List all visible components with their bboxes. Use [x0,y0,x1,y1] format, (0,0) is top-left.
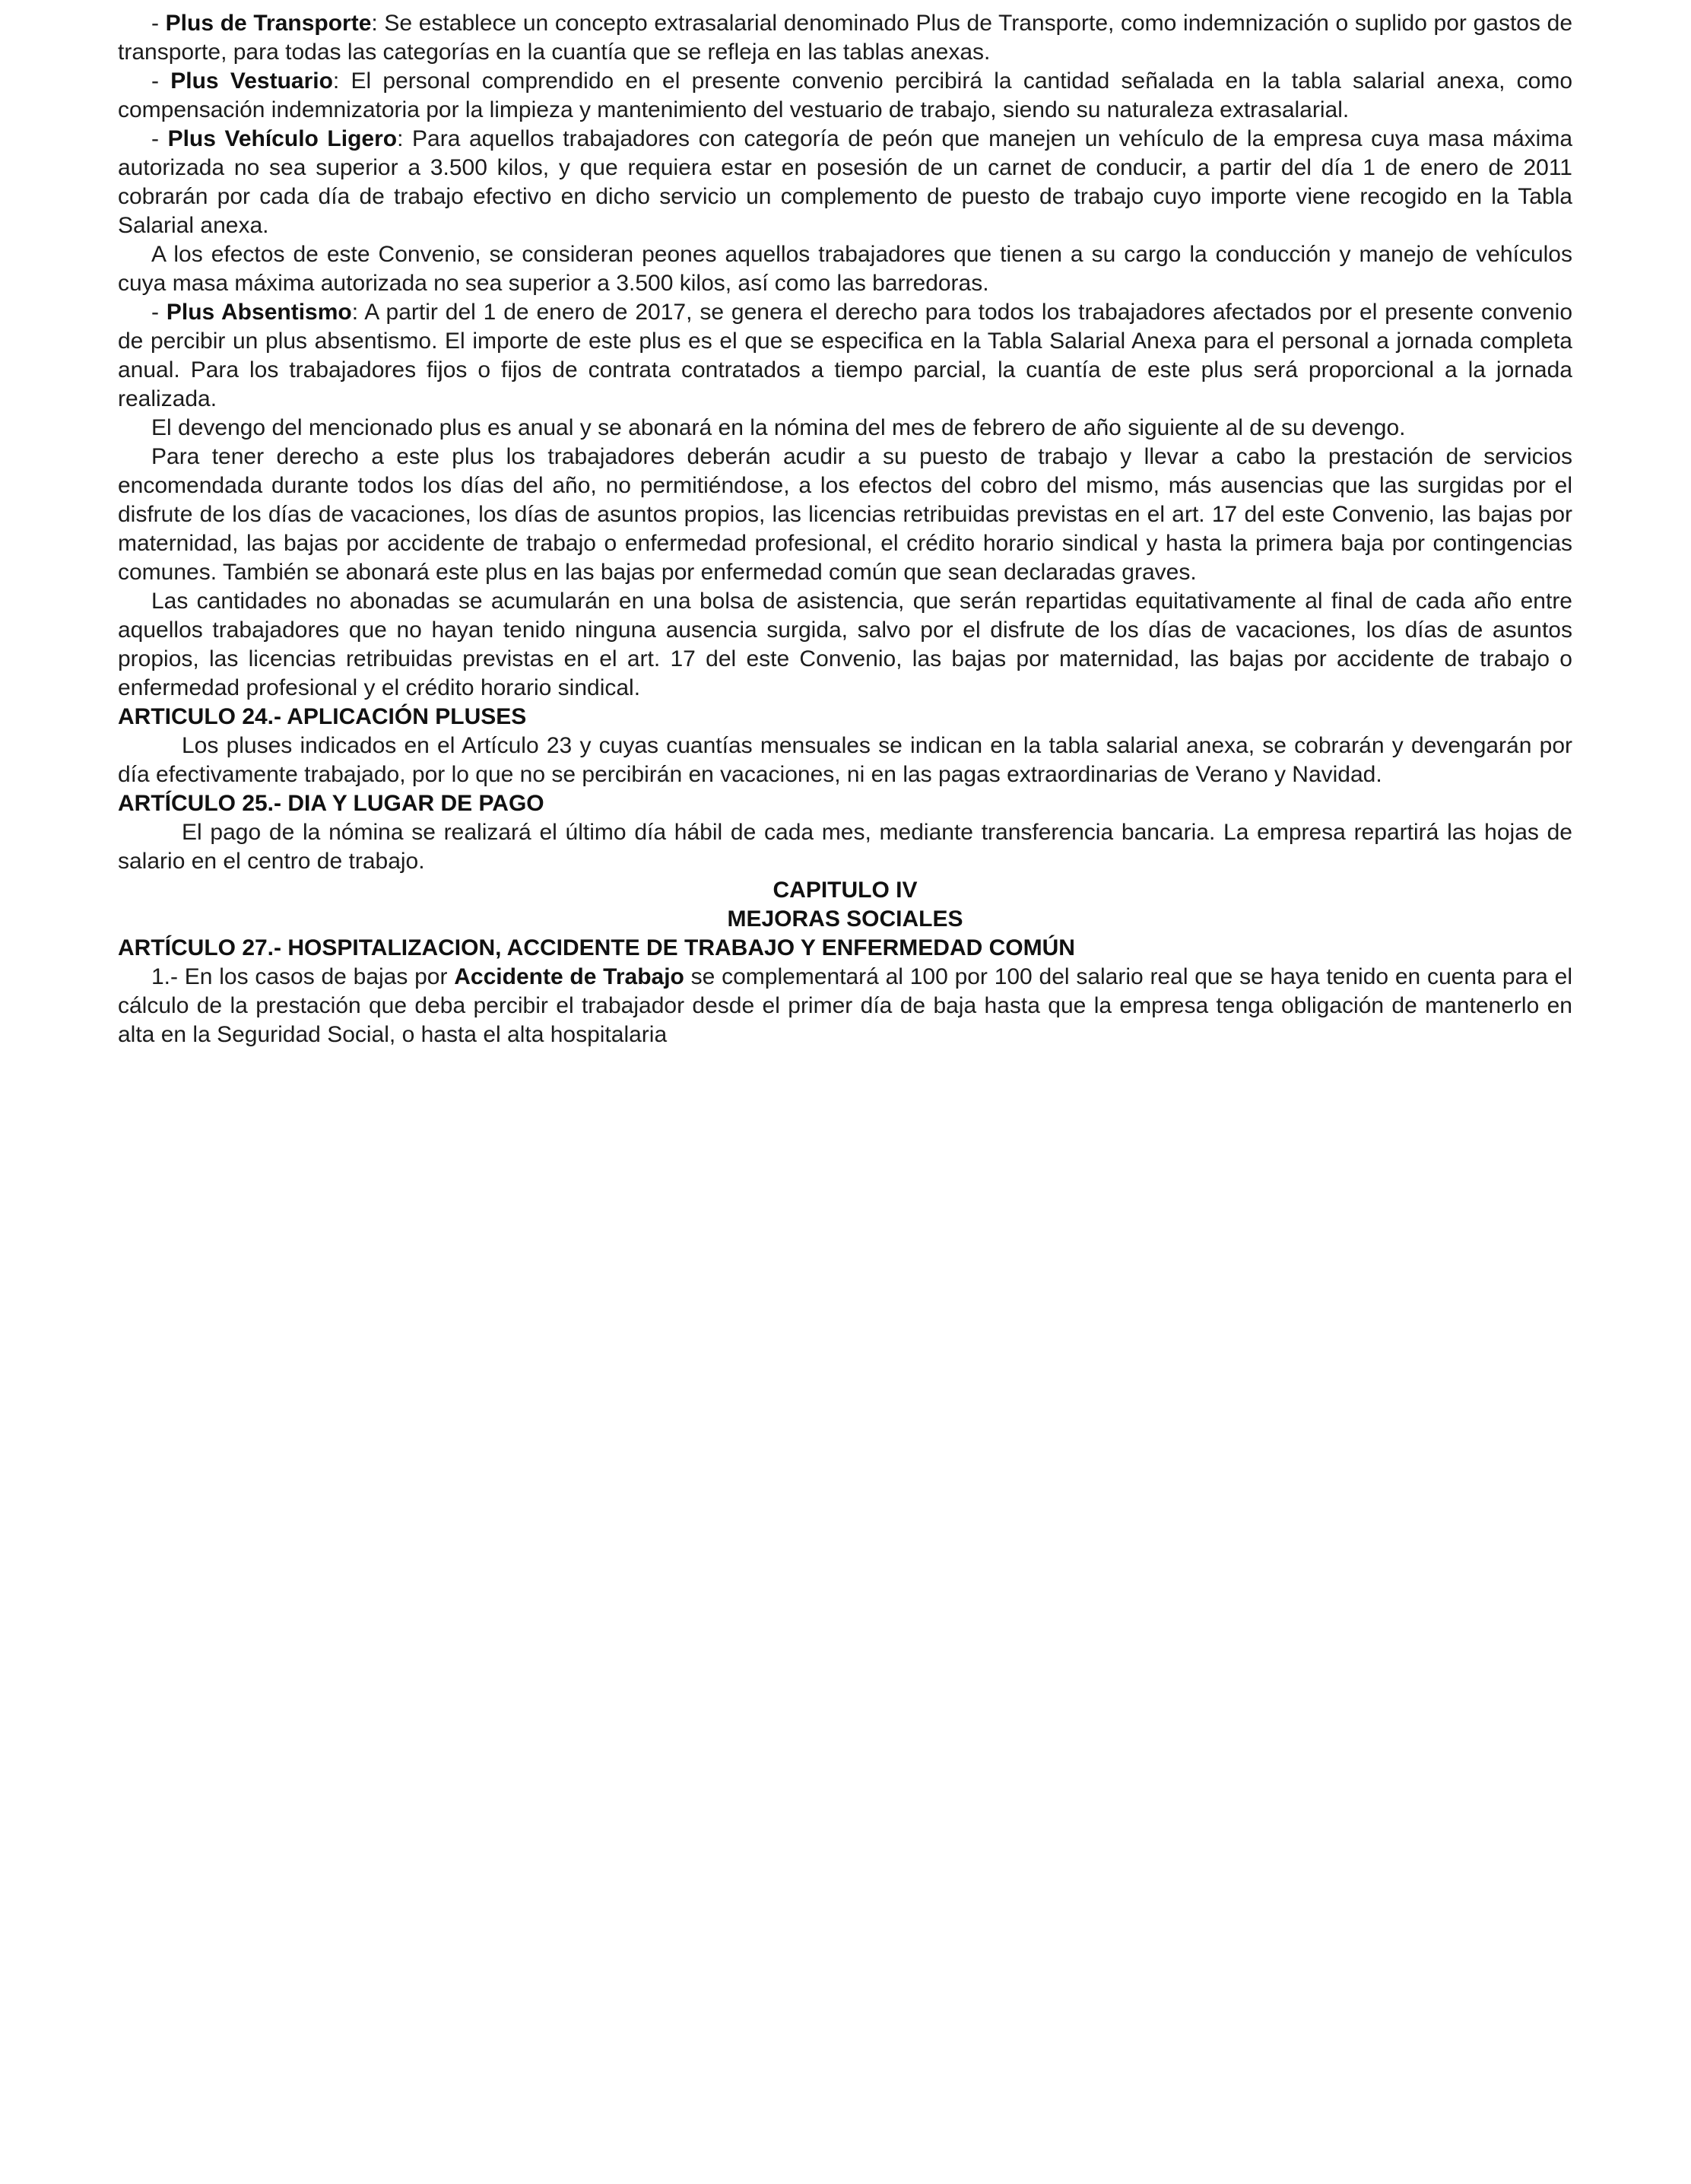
paragraph [118,732,1572,789]
bold-text: ARTÍCULO 27.- HOSPITALIZACION, ACCIDENTE DE TRABAJO Y ENFERMEDAD COMÚN [118,935,1075,960]
bold-text: Plus Vestuario [170,68,333,94]
paragraph [118,963,1572,1049]
bold-text: ARTÍCULO 25.- DIA Y LUGAR DE PAGO [118,791,544,816]
text-run: - [151,68,171,94]
text-run: - [151,300,167,325]
text-run: - [151,126,168,151]
section-heading [118,703,1572,732]
bold-text: Accidente de Trabajo [454,964,684,989]
bold-text: MEJORAS SOCIALES [727,906,963,932]
paragraph [118,240,1572,298]
bold-text: Plus de Transporte [165,11,372,36]
bold-text: Plus Absentismo [166,300,352,325]
paragraph [118,414,1572,443]
chapter-heading [118,876,1572,905]
paragraph [118,818,1572,876]
bold-text: ARTICULO 24.- APLICACIÓN PLUSES [118,704,527,729]
paragraph [118,9,1572,67]
paragraph [118,67,1572,125]
text-run: A los efectos de este Convenio, se consideran peones aquellos trabajadores que tienen a su cargo la conducción y manejo de vehículos cuya masa máxima autorizada no sea superior a 3.500 kilos, así como las barredoras. [118,242,1572,296]
text-run: Los pluses indicados en el Artículo 23 y cuyas cuantías mensuales se indican en la tabla salarial anexa, se cobrarán y devengarán por día efectivamente trabajado, por lo que no se percibirán en vacaciones, ni en las pagas extraordinarias de Verano y Navidad. [118,733,1572,787]
text-run: se complementará al 100 por 100 del salario real que se haya tenido en cuenta para el cálculo de la prestación que deba percibir el trabajador desde el primer día de baja hasta que la empresa tenga obligación de mantenerlo en alta en la Seguridad Social, o hasta el alta hospitalaria [118,964,1572,1047]
text-run: Las cantidades no abonadas se acumularán en una bolsa de asistencia, que serán repartidas equitativamente al final de cada año entre aquellos trabajadores que no hayan tenido ninguna ausencia surgida, salvo por el disfrute de los días de vacaciones, los días de asuntos propios, las licencias retribuidas previstas en el art. 17 del este Convenio, las bajas por maternidad, las bajas por accidente de trabajo o enfermedad profesional y el crédito horario sindical. [118,589,1572,700]
text-run: : A partir del 1 de enero de 2017, se genera el derecho para todos los trabajadores afectados por el presente convenio de percibir un plus absentismo. El importe de este plus es el que se especifica en la Tabla Salarial Anexa para el personal a jornada completa anual. Para los trabajadores fijos o fijos de contrata contratados a tiempo parcial, la cuantía de este plus será proporcional a la jornada realizada. [118,300,1573,411]
chapter-heading [118,905,1572,934]
bold-text: Plus Vehículo Ligero [167,126,398,151]
paragraph [118,125,1572,240]
text-run: - [151,11,166,36]
paragraph [118,587,1572,703]
text-run: El devengo del mencionado plus es anual y se abonará en la nómina del mes de febrero de año siguiente al de su devengo. [151,415,1406,440]
text-run: : Se establece un concepto extrasalarial denominado Plus de Transporte, como indemnización o suplido por gastos de transporte, para todas las categorías en la cuantía que se refleja en las tablas anexas. [118,11,1573,65]
bold-text: CAPITULO IV [773,878,918,903]
text-run: : Para aquellos trabajadores con categoría de peón que manejen un vehículo de la empresa cuya masa máxima autorizada no sea superior a 3.500 kilos, y que requiera estar en posesión de un carnet de conducir, a partir del día 1 de enero de 2011 cobrarán por cada día de trabajo efectivo en dicho servicio un complemento de puesto de trabajo cuyo importe viene recogido en la Tabla Salarial anexa. [118,126,1572,238]
text-run: 1.- En los casos de bajas por [151,964,455,989]
text-run: Para tener derecho a este plus los trabajadores deberán acudir a su puesto de trabajo y llevar a cabo la prestación de servicios encomendada durante todos los días del año, no permitiéndose, a los efectos del cobro del mismo, más ausencias que las surgidas por el disfrute de los días de vacaciones, los días de asuntos propios, las licencias retribuidas previstas en el art. 17 del este Convenio, las bajas por maternidad, las bajas por accidente de trabajo o enfermedad profesional, el crédito horario sindical y hasta la primera baja por contingencias comunes. También se abonará este plus en las bajas por enfermedad común que sean declaradas graves. [118,444,1572,585]
section-heading [118,934,1572,963]
paragraph [118,298,1572,414]
section-heading [118,789,1572,818]
paragraph [118,443,1572,587]
text-run: El pago de la nómina se realizará el último día hábil de cada mes, mediante transferencia bancaria. La empresa repartirá las hojas de salario en el centro de trabajo. [118,820,1572,874]
text-run: : El personal comprendido en el presente convenio percibirá la cantidad señalada en la tabla salarial anexa, como compensación indemnizatoria por la limpieza y mantenimiento del vestuario de trabajo, siendo su naturaleza extrasalarial. [118,68,1573,122]
document-body [118,9,1572,1049]
